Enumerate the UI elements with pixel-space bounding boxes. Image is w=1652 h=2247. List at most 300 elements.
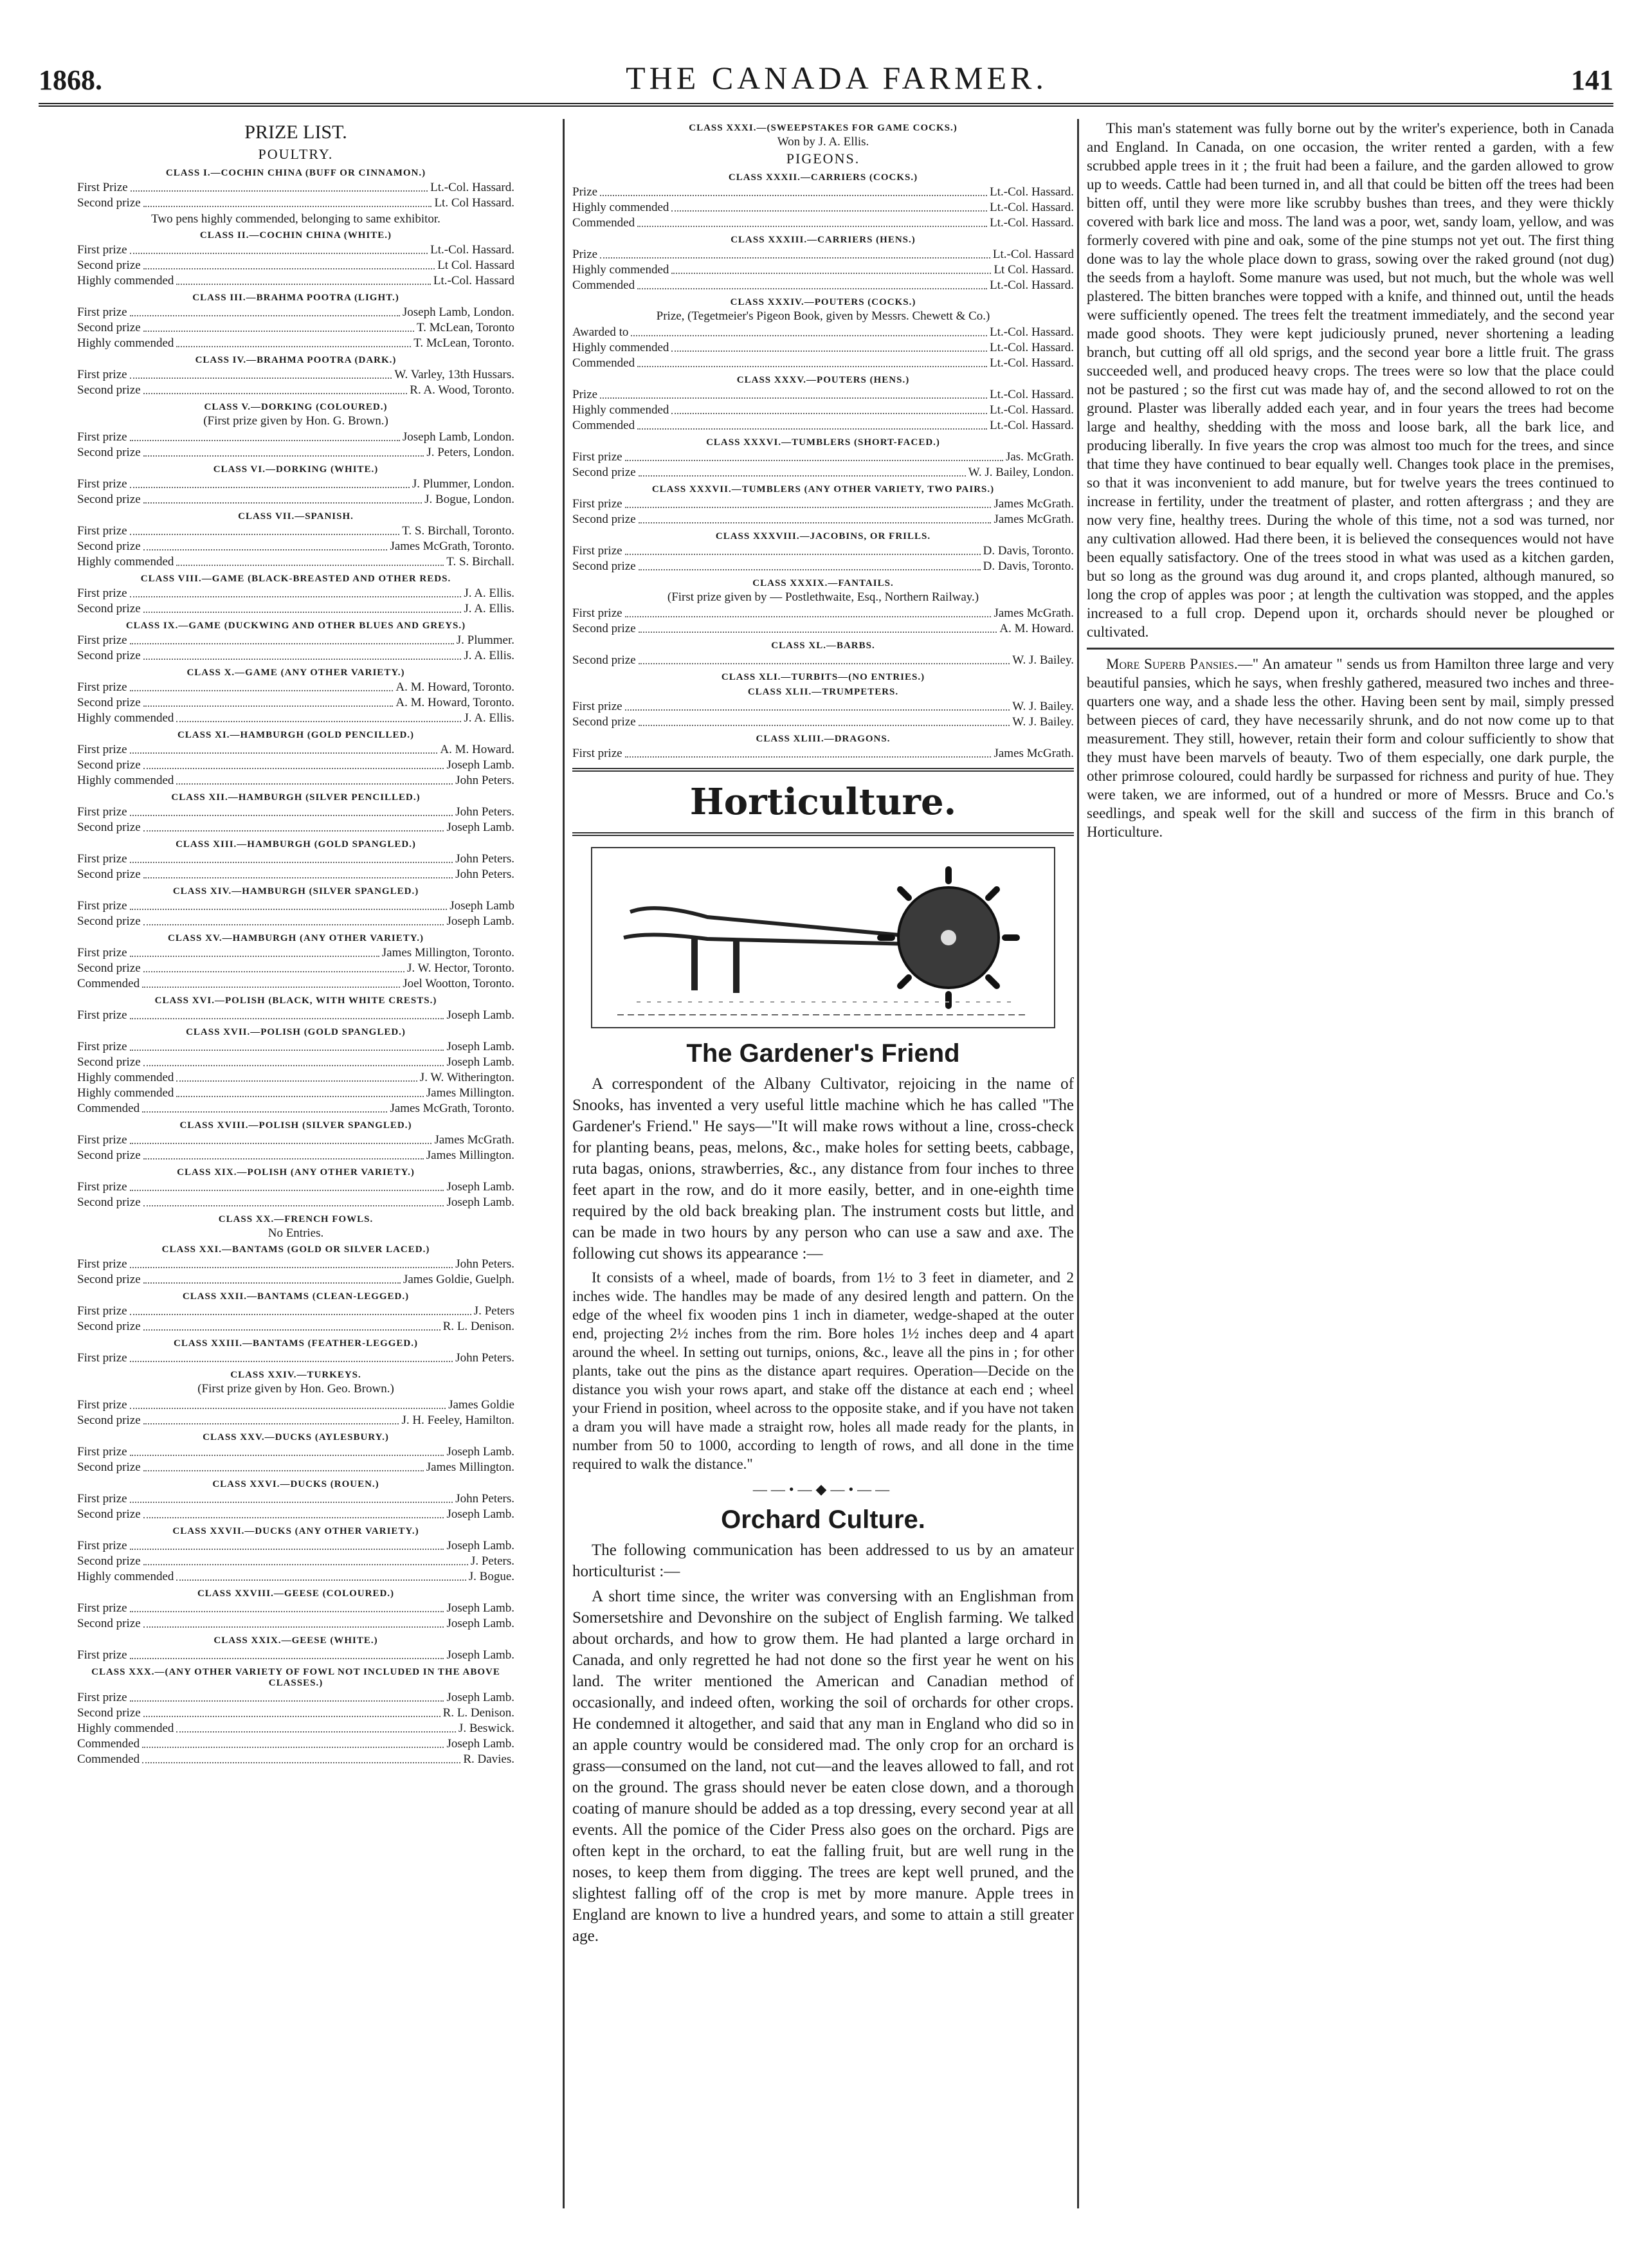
- dot-leader: [130, 1351, 453, 1362]
- prize-place: Highly commended: [572, 263, 669, 277]
- prize-place: First prize: [77, 899, 127, 913]
- prize-entry: [77, 242, 514, 258]
- prize-entry: [77, 586, 514, 601]
- prize-winner: James McGrath.: [434, 1133, 514, 1147]
- prize-winner: John Peters.: [455, 1351, 514, 1365]
- class-title: CLASS XI.—HAMBURGH (GOLD PENCILLED.): [177, 730, 415, 740]
- prize-place: Second prize: [77, 1055, 141, 1069]
- prize-entry: [572, 559, 1074, 574]
- prize-place: Commended: [77, 1737, 140, 1751]
- prize-winner: James Millington, Toronto.: [381, 946, 514, 960]
- dot-leader: [143, 1507, 444, 1518]
- class-title: CLASS XXX.—(ANY OTHER VARIETY OF FOWL NOT INCLUDED IN THE ABOVE CLASSES.): [91, 1667, 500, 1688]
- class-title: CLASS VI.—DORKING (WHITE.): [213, 464, 379, 475]
- class-note: (First prize given by — Postlethwaite, Esq., Northern Railway.): [667, 590, 979, 604]
- prize-place: First prize: [77, 1180, 127, 1194]
- prize-winner: John Peters.: [455, 805, 514, 819]
- dot-leader: [143, 383, 408, 394]
- dot-leader: [671, 200, 987, 212]
- class-title: CLASS XVIII.—POLISH (SILVER SPANGLED.): [179, 1120, 412, 1131]
- column-middle: [572, 119, 1074, 2208]
- class-note: Two pens highly commended, belonging to same exhibitor.: [151, 212, 440, 226]
- prize-entry: [77, 1055, 514, 1070]
- prize-winner: T. S. Birchall, Toronto.: [402, 524, 514, 538]
- dot-leader: [130, 742, 438, 754]
- dot-leader: [176, 336, 411, 347]
- prize-place: Highly commended: [77, 1086, 174, 1100]
- class-title: CLASS I.—COCHIN CHINA (BUFF OR CINNAMON.): [165, 168, 426, 178]
- section-divider: [572, 832, 1074, 836]
- prize-winner: Lt.-Col. Hassard.: [990, 216, 1074, 230]
- prize-place: First Prize: [77, 181, 128, 194]
- poultry-classes: [77, 168, 514, 1767]
- dot-leader: [143, 867, 453, 878]
- prize-entry: [77, 1039, 514, 1055]
- dot-leader: [131, 180, 428, 192]
- dot-leader: [142, 1736, 444, 1748]
- prize-entry: [572, 215, 1074, 231]
- prize-place: Highly commended: [77, 774, 174, 787]
- dot-leader: [639, 512, 992, 523]
- class-title: CLASS XXXVI.—TUMBLERS (SHORT-FACED.): [706, 437, 940, 448]
- column-right: [1087, 119, 1614, 2208]
- prize-winner: W. Varley, 13th Hussars.: [394, 368, 514, 381]
- dot-leader: [143, 320, 414, 332]
- prize-winner: James Goldie, Guelph.: [403, 1273, 514, 1286]
- prize-winner: J. Beswick.: [458, 1722, 514, 1735]
- prize-entry: [77, 648, 514, 664]
- prize-entry: [77, 1507, 514, 1522]
- dot-leader: [671, 403, 987, 414]
- dot-leader: [176, 711, 461, 722]
- prize-place: First prize: [77, 1601, 127, 1615]
- prize-entry: [77, 1538, 514, 1554]
- prize-place: First prize: [572, 606, 622, 620]
- dot-leader: [625, 543, 981, 555]
- dot-leader: [143, 539, 388, 550]
- dot-leader: [143, 1554, 468, 1565]
- prize-winner: James Millington.: [426, 1460, 514, 1474]
- prize-winner: Joseph Lamb.: [446, 821, 514, 834]
- pigeon-classes: [572, 172, 1074, 761]
- dot-leader: [142, 1101, 387, 1113]
- prize-winner: James McGrath, Toronto.: [390, 540, 514, 553]
- prize-entry: [77, 1616, 514, 1632]
- class-title: CLASS XLII.—TRUMPETERS.: [747, 687, 899, 697]
- class-note: No Entries.: [268, 1226, 324, 1240]
- prize-place: First prize: [572, 497, 622, 511]
- prize-place: Second prize: [77, 1196, 141, 1209]
- prize-place: First prize: [77, 1492, 127, 1506]
- prize-entry: [572, 418, 1074, 433]
- prize-place: Highly commended: [77, 336, 174, 350]
- dot-leader: [176, 1569, 466, 1581]
- prize-entry: [77, 1569, 514, 1585]
- prize-winner: Joseph Lamb.: [446, 758, 514, 772]
- prize-winner: J. Peters, London.: [426, 446, 514, 459]
- dot-leader: [143, 258, 435, 269]
- prize-entry: [77, 758, 514, 773]
- dot-leader: [143, 648, 462, 660]
- gardeners-friend-illustration: [579, 841, 1067, 1034]
- prize-winner: A. M. Howard.: [999, 622, 1074, 635]
- column-rule: [563, 119, 565, 2208]
- prize-place: Highly commended: [77, 711, 174, 725]
- dot-leader: [130, 1039, 444, 1051]
- class-title: CLASS V.—DORKING (COLOURED.): [204, 402, 388, 412]
- prize-place: First prize: [77, 743, 127, 756]
- prize-place: First prize: [77, 1648, 127, 1662]
- dot-leader: [143, 1413, 399, 1424]
- class-title: CLASS XLI.—TURBITS—(NO ENTRIES.): [721, 672, 925, 682]
- prize-entry: [572, 606, 1074, 621]
- dot-leader: [176, 773, 453, 785]
- prize-winner: John Peters.: [455, 1257, 514, 1271]
- prize-winner: James Goldie: [448, 1398, 514, 1412]
- prize-entry: [77, 1648, 514, 1663]
- column-prize-list: [77, 119, 514, 2208]
- class-title: CLASS XXIV.—TURKEYS.: [230, 1370, 361, 1380]
- dot-leader: [130, 1133, 432, 1144]
- class-note: Prize, (Tegetmeier's Pigeon Book, given by Messrs. Chewett & Co.): [656, 309, 990, 323]
- dot-leader: [176, 273, 430, 285]
- prize-place: First prize: [77, 1351, 127, 1365]
- dot-leader: [176, 554, 444, 566]
- dot-leader: [130, 1538, 444, 1550]
- prize-winner: James McGrath.: [994, 513, 1074, 526]
- prize-place: Commended: [572, 278, 635, 292]
- class-title: CLASS XXV.—DUCKS (AYLESBURY.): [203, 1432, 389, 1442]
- prize-winner: J. Plummer.: [456, 633, 514, 647]
- class-title: CLASS XIX.—POLISH (ANY OTHER VARIETY.): [177, 1167, 415, 1178]
- prize-winner: R. L. Denison.: [442, 1320, 514, 1333]
- class-title: CLASS XVII.—POLISH (GOLD SPANGLED.): [186, 1027, 406, 1037]
- prize-place: Second prize: [77, 758, 141, 772]
- prize-place: First prize: [572, 747, 622, 760]
- prize-winner: James McGrath, Toronto.: [390, 1102, 514, 1115]
- dot-leader: [143, 492, 422, 504]
- prize-winner: J. Plummer, London.: [412, 477, 514, 491]
- dot-leader: [143, 1319, 440, 1331]
- prize-winner: Lt.-Col. Hassard: [992, 248, 1074, 261]
- prize-winner: Joseph Lamb.: [446, 1040, 514, 1053]
- dot-leader: [600, 387, 987, 399]
- class-title: CLASS XXII.—BANTAMS (CLEAN-LEGGED.): [182, 1291, 410, 1302]
- prize-winner: Lt.-Col. Hassard.: [990, 341, 1074, 354]
- dot-leader: [639, 653, 1010, 664]
- prize-winner: James McGrath.: [994, 606, 1074, 620]
- prize-winner: Joseph Lamb.: [446, 1445, 514, 1459]
- prize-place: Second prize: [77, 540, 141, 553]
- prize-place: Commended: [77, 977, 140, 990]
- prize-winner: Joseph Lamb, London.: [402, 430, 514, 444]
- prize-winner: Joseph Lamb.: [446, 1539, 514, 1552]
- prize-entry: [77, 1148, 514, 1163]
- pansies-lead: More Superb Pansies.: [1106, 656, 1238, 672]
- prize-entry: [77, 1706, 514, 1721]
- dot-leader: [143, 1195, 444, 1206]
- class-note: (First prize given by Hon. G. Brown.): [203, 414, 388, 428]
- prize-entry: [77, 914, 514, 929]
- prize-entry: [77, 523, 514, 539]
- prize-winner: Lt.-Col. Hassard.: [990, 325, 1074, 339]
- prize-entry: [77, 961, 514, 976]
- class-title: CLASS XXXVII.—TUMBLERS (ANY OTHER VARIETY, TWO PAIRS.): [651, 484, 995, 495]
- class-title: CLASS IX.—GAME (DUCKWING AND OTHER BLUES AND GREYS.): [125, 621, 466, 631]
- prize-entry: [572, 403, 1074, 418]
- prize-winner: John Peters.: [455, 868, 514, 881]
- prize-winner: J. H. Feeley, Hamilton.: [401, 1414, 514, 1427]
- prize-entry: [77, 1304, 514, 1319]
- prize-place: Commended: [77, 1752, 140, 1766]
- prize-place: Second prize: [572, 466, 636, 479]
- prize-entry: [77, 601, 514, 617]
- prize-entry: [77, 492, 514, 507]
- prize-winner: Lt.-Col. Hassard.: [430, 243, 514, 257]
- dot-leader: [600, 185, 987, 196]
- prize-winner: W. J. Bailey.: [1012, 715, 1074, 729]
- prize-entry: [77, 1460, 514, 1475]
- dot-leader: [639, 714, 1010, 726]
- prize-place: First prize: [77, 1257, 127, 1271]
- prize-winner: Lt.-Col. Hassard.: [430, 181, 514, 194]
- prize-place: First prize: [77, 430, 127, 444]
- prize-entry: [77, 1351, 514, 1366]
- prize-place: Highly commended: [572, 341, 669, 354]
- orchard-culture-paragraph: A short time since, the writer was conversing with an Englishman from Somersetshire and Devonshire on the subject of English farming. We talked about orchards, and how to grow them. He had planted a large orchard in Canada, and only regretted he had not done so the first year he went on his land. The writer mentioned the American and Canadian method of occasionally, and indeed often, working the soil of orchards for other crops. He condemned it altogether, and said that any man in England who did so in an apple country would be considered mad. The only crop for an orchard is grass—consumed on the land, not cut—and the leaves allowed to fall, and rot on the ground. The grass should never be eaten close down, and a thorough coating of manure should be added as a top dressing, every second year at all events. All the pomice of the Cider Press also goes on the orchard. Pigs are often kept in the orchard, to eat the falling fruit, but are well rung in the noses, to keep them from digging. The trees are kept well pruned, and the slightest falling off of the crop is met by more manure. Apple trees in England are known to live a hundred years, and some to attain a still greater age.: [572, 1588, 1074, 1945]
- orchard-culture-title: Orchard Culture.: [721, 1506, 925, 1534]
- dot-leader: [143, 1706, 440, 1717]
- dot-leader: [130, 851, 453, 863]
- prize-entry: [77, 898, 514, 914]
- prize-place: Second prize: [77, 1273, 141, 1286]
- dot-leader: [625, 496, 992, 508]
- dot-leader: [143, 1148, 424, 1160]
- prize-entry: [572, 699, 1074, 714]
- prize-place: Second prize: [572, 715, 636, 729]
- prize-winner: Joseph Lamb.: [446, 1617, 514, 1630]
- dot-leader: [637, 418, 987, 430]
- dot-leader: [130, 680, 394, 691]
- prize-winner: Lt.-Col. Hassard.: [990, 185, 1074, 199]
- prize-winner: D. Davis, Toronto.: [983, 559, 1074, 573]
- class-title: CLASS XXIII.—BANTAMS (FEATHER-LEGGED.): [174, 1338, 418, 1349]
- prize-place: First prize: [77, 1008, 127, 1022]
- prize-winner: J. Peters.: [470, 1554, 514, 1568]
- prize-winner: J. Bogue, London.: [424, 493, 514, 506]
- prize-entry: [572, 262, 1074, 278]
- prize-entry: [77, 367, 514, 383]
- class-title: CLASS XXIX.—GEESE (WHITE.): [213, 1635, 378, 1646]
- prize-entry: [572, 543, 1074, 559]
- prize-place: First prize: [77, 1304, 127, 1318]
- class-title: CLASS II.—COCHIN CHINA (WHITE.): [199, 230, 392, 241]
- prize-place: Prize: [572, 185, 598, 199]
- prize-place: Second prize: [77, 914, 141, 928]
- prize-winner: Lt.-Col. Hassard.: [990, 419, 1074, 432]
- orchard-culture-paragraph: This man's statement was fully borne out by the writer's experience, both in Canada and England. In Canada, on one occasion, the writer rented a garden, with a few scrubbed apple trees in it ; the fruit had been a failure, and the garden allowed to grow up to weeds. Cattle had been turned in, and all that could be bitten off the trees had been bitten off, until they were more like scrubby bushes than trees, and they were thickly covered with bark lice and moss. The land was a poor, wet, sandy loam, yellow, and was formerly covered with pine and oak, some of the pine stumps not yet out. The first thing done was to lay the whole place down to grass, sowing over the raked ground (not dug) the seeds from a hayloft. Some manure was used, but not much, but the whole was well plastered. The bitten branches were topped with a knife, and thinned out, until the heads were sufficiently opened. The trees felt the treatment immediately, and the second year made good shoots. They were kept judiciously pruned, never shortening a leading branch, but cutting off all old sprigs, and the second year bore a little fruit. The grass succeeded well, and produced heavy crops. The trees were so low that the place could not be pastured ; so the first cut was made hay of, and the second allowed to rot on the ground. Plaster was liberally added each year, and in four years the trees had become large and healthy, shedding with the moss and loose bark, all the bark lice, and producing liberally. In five years the crop was almost too much for the trees, and since that time they have continued to bear equally well. Changes took place in the premises, so that it was inconvenient to add manure, but for twelve years the trees continued to increase in fertility, under the treatment of plaster, and rotten aftergrass ; and they are now very fine, healthy trees. During the whole of this time, not a sod was turned, nor any cultivation allowed. Had there been, it is believed the consequences would not have been equally satisfactory. One of the trees stood in what was used as a kitchen garden, but so long as the ground was dug around it, and crops planted, although manured, so long the crop of apples was poor ; at length the cultivation was stopped, and the apples increased to a full crop. Depend upon it, orchards should never be ploughed or cultivated.: [1087, 120, 1614, 640]
- prize-place: Highly commended: [572, 201, 669, 214]
- prize-entry: [77, 695, 514, 711]
- prize-winner: Joseph Lamb.: [446, 1691, 514, 1704]
- prize-place: Second prize: [77, 961, 141, 975]
- prize-place: First prize: [77, 1133, 127, 1147]
- prize-place: First prize: [77, 852, 127, 866]
- prize-winner: Joseph Lamb, London.: [402, 305, 514, 319]
- prize-entry: [77, 539, 514, 554]
- prize-entry: [77, 945, 514, 961]
- prize-entry: [77, 773, 514, 788]
- prize-winner: Lt.-Col. Hassard.: [990, 356, 1074, 370]
- prize-winner: Lt.-Col. Hassard.: [990, 403, 1074, 417]
- prize-place: Commended: [572, 216, 635, 230]
- prize-entry: [77, 1272, 514, 1287]
- prize-winner: Joseph Lamb.: [446, 1601, 514, 1615]
- prize-entry: [77, 820, 514, 835]
- prize-place: First prize: [77, 243, 127, 257]
- class-note: (First prize given by Hon. Geo. Brown.): [197, 1382, 394, 1396]
- prize-place: Second prize: [77, 696, 141, 709]
- prize-place: First prize: [77, 680, 127, 694]
- prize-winner: James McGrath.: [994, 747, 1074, 760]
- gardeners-friend-paragraph: It consists of a wheel, made of boards, from 1½ to 3 feet in diameter, and 2 inches wide. The handles may be made of any desired length and pattern. On the edge of the wheel fix wooden pins 1 inch in diameter, wedge-shaped at the outer end, projecting 2½ inches from the rim. Bore holes 1½ inches deep and 4 apart around the wheel. In setting out turnips, onions, &c., leave all the pins in ; for other plants, take out the pins as the distance apart requires. Operation—Decide on the distance you wish your rows apart, and stake off the distance at each end ; wheel your Friend in position, wheel across to the opposite stake, and if you have not taken a dram you will have made a straight row, holes all made ready for the plants, in number from 50 to 1000, according to length of rows, and all done in the time required to walk the distance.": [572, 1269, 1074, 1472]
- prize-place: First prize: [572, 450, 622, 464]
- prize-place: Highly commended: [572, 403, 669, 417]
- newspaper-title: THE CANADA FARMER.: [626, 60, 1048, 96]
- dot-leader: [600, 247, 990, 259]
- prize-entry: [572, 746, 1074, 761]
- prize-entry: [77, 1752, 514, 1767]
- column-rule: [1077, 119, 1079, 2208]
- prize-winner: John Peters.: [455, 1492, 514, 1506]
- prize-place: First prize: [77, 1040, 127, 1053]
- class-title: CLASS XXXIX.—FANTAILS.: [752, 578, 894, 588]
- prize-winner: James Millington.: [426, 1086, 514, 1100]
- prize-entry: [77, 1601, 514, 1616]
- prize-winner: Joseph Lamb.: [446, 1196, 514, 1209]
- prize-winner: J. Bogue.: [468, 1570, 514, 1583]
- dot-leader: [142, 976, 400, 988]
- prize-place: Second prize: [572, 653, 636, 667]
- prize-entry: [77, 1179, 514, 1195]
- pansies-text: —" An amateur " sends us from Hamilton three large and very beautiful pansies, which he says, when freshly gathered, measured two inches and three-quarters one way, and a shade less the other. Having been sent by mail, simply pressed between pieces of card, they have necessarily shrunk, and do not now come up to that measurement. They still, however, retain their form and colour sufficiently to show that they must have been marvels of beauty. Two of them especially, one dark purple, the other primrose coloured, could hardly be surpassed for richness and purity of hue. They were taken, we are informed, out of a hundred or more of Messrs. Bruce and Co.'s seedlings, and speak well for the skill and success of the firm in this branch of Horticulture.: [1087, 656, 1614, 840]
- dot-leader: [625, 699, 1010, 711]
- class-title: CLASS XIV.—HAMBURGH (SILVER SPANGLED.): [172, 886, 419, 896]
- prize-winner: T. McLean, Toronto.: [413, 336, 514, 350]
- prize-winner: Joseph Lamb.: [446, 1008, 514, 1022]
- dot-leader: [639, 621, 997, 633]
- prize-place: Prize: [572, 388, 598, 401]
- prize-place: Second prize: [77, 196, 141, 210]
- dot-leader: [130, 1648, 444, 1659]
- class-title: CLASS III.—BRAHMA POOTRA (LIGHT.): [192, 293, 399, 303]
- prize-place: Second prize: [77, 321, 141, 334]
- class-title: CLASS XXXI.—(SWEEPSTAKES FOR GAME COCKS.): [689, 123, 958, 133]
- prize-winner: Lt.-Col. Hassard.: [990, 201, 1074, 214]
- dot-leader: [625, 746, 992, 758]
- prize-winner: Lt.-Col. Hassard.: [990, 388, 1074, 401]
- prize-entry: [572, 450, 1074, 465]
- dot-leader: [671, 340, 987, 352]
- prize-place: Second prize: [77, 1507, 141, 1521]
- dot-leader: [639, 465, 966, 477]
- prize-entry: [572, 621, 1074, 637]
- dot-leader: [143, 1616, 444, 1628]
- prize-winner: D. Davis, Toronto.: [983, 544, 1074, 558]
- prize-entry: [77, 445, 514, 460]
- prize-place: First prize: [77, 368, 127, 381]
- prize-place: Highly commended: [77, 1071, 174, 1084]
- prize-entry: [77, 680, 514, 695]
- dot-leader: [176, 1721, 456, 1733]
- prize-entry: [77, 1491, 514, 1507]
- dot-leader: [130, 1397, 446, 1409]
- dot-leader: [130, 945, 379, 957]
- prize-entry: [77, 196, 514, 211]
- prize-place: First prize: [77, 1445, 127, 1459]
- dot-leader: [143, 820, 444, 832]
- dot-leader: [130, 586, 462, 597]
- prize-entry: [572, 356, 1074, 371]
- prize-winner: John Peters.: [455, 852, 514, 866]
- prize-winner: T. McLean, Toronto: [416, 321, 514, 334]
- prize-entry: [77, 180, 514, 196]
- pansies-paragraph: [1087, 655, 1614, 841]
- section-divider: [1087, 648, 1614, 650]
- prize-entry: [77, 1319, 514, 1334]
- prize-place: Commended: [77, 1102, 140, 1115]
- page-header: [39, 26, 1613, 96]
- dot-leader: [637, 215, 987, 227]
- prize-winner: Joseph Lamb.: [446, 1507, 514, 1521]
- prize-place: First prize: [77, 587, 127, 600]
- prize-winner: James Millington.: [426, 1149, 514, 1162]
- prize-place: Prize: [572, 248, 598, 261]
- prize-entry: [77, 477, 514, 492]
- dot-leader: [143, 1272, 401, 1284]
- prize-entry: [77, 320, 514, 336]
- prize-entry: [572, 496, 1074, 512]
- class-title: CLASS XXVIII.—GEESE (COLOURED.): [197, 1588, 395, 1599]
- pigeons-subtitle: PIGEONS.: [786, 150, 860, 167]
- prize-winner: Lt.-Col. Hassard.: [990, 278, 1074, 292]
- class-note: Won by J. A. Ellis.: [777, 135, 869, 149]
- dot-leader: [637, 356, 987, 367]
- dot-leader: [143, 445, 424, 457]
- dot-leader: [176, 1070, 417, 1082]
- prize-winner: Lt Col. Hassard: [437, 259, 514, 272]
- sweepstakes-class: [572, 123, 1074, 149]
- class-title: CLASS XXI.—BANTAMS (GOLD OR SILVER LACED.): [161, 1244, 430, 1255]
- prize-winner: Joseph Lamb.: [446, 1055, 514, 1069]
- prize-winner: Lt. Col Hassard.: [434, 196, 514, 210]
- prize-entry: [77, 258, 514, 273]
- prize-place: Commended: [572, 356, 635, 370]
- prize-place: Second prize: [77, 1460, 141, 1474]
- prize-entry: [572, 278, 1074, 293]
- prize-winner: J. A. Ellis.: [464, 649, 514, 662]
- prize-entry: [77, 1086, 514, 1101]
- prize-entry: [572, 325, 1074, 340]
- prize-entry: [77, 851, 514, 867]
- prize-winner: Joel Wootton, Toronto.: [403, 977, 514, 990]
- prize-entry: [77, 1736, 514, 1752]
- page-number: 141: [1570, 64, 1613, 96]
- class-title: CLASS XIII.—HAMBURGH (GOLD SPANGLED.): [176, 839, 416, 850]
- prize-place: Second prize: [77, 649, 141, 662]
- prize-winner: James McGrath.: [994, 497, 1074, 511]
- dot-leader: [130, 1601, 444, 1612]
